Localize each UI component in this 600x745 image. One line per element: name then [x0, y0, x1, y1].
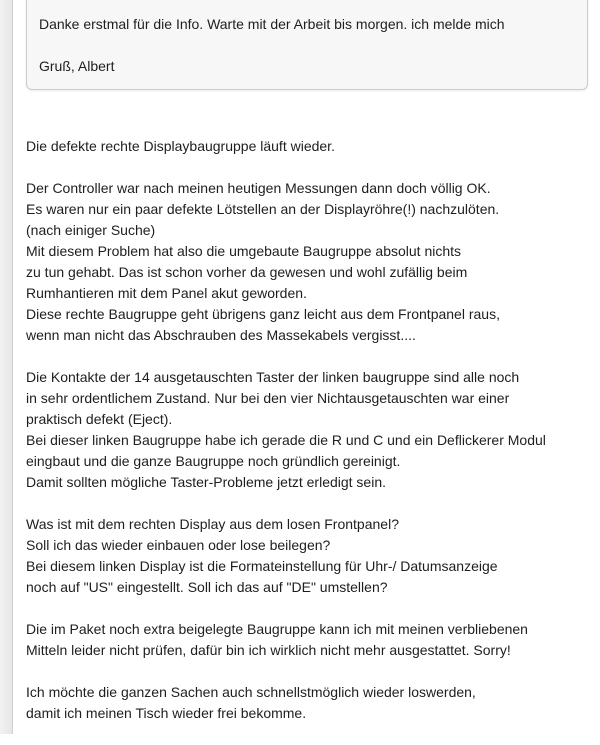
post-text-line: Es waren nur ein paar defekte Lötstellen an der Displayröhre(!) nachzulöten.	[26, 201, 500, 217]
post-text-line: Soll ich das wieder einbauen oder lose beilegen?	[26, 537, 331, 553]
post-text-line: zu tun gehabt. Das ist schon vorher da gewesen und wohl zufällig beim	[26, 264, 468, 280]
post-paragraph	[26, 178, 596, 346]
post-text-line: Diese rechte Baugruppe geht übrigens ganz leicht aus dem Frontpanel raus,	[26, 306, 500, 322]
post-text-line: Damit sollten mögliche Taster-Probleme jetzt erledigt sein.	[26, 474, 387, 490]
post-text-line: Die defekte rechte Displaybaugruppe läuft wieder.	[26, 138, 335, 154]
quote-text-line: Danke erstmal für die Info. Warte mit der Arbeit bis morgen. ich melde mich	[39, 16, 505, 32]
post-text-line: Die Kontakte der 14 ausgetauschten Taster der linken baugruppe sind alle noch	[26, 369, 520, 385]
post-paragraph	[26, 514, 596, 598]
post-text-line: Ich möchte die ganzen Sachen auch schnellstmöglich wieder loswerden,	[26, 684, 476, 700]
post-text-line: Was ist mit dem rechten Display aus dem losen Frontpanel?	[26, 516, 399, 532]
post-text-line: eingbaut und die ganze Baugruppe noch gründlich gereinigt.	[26, 453, 401, 469]
quoted-reply-box	[26, 0, 588, 90]
post-text-line: damit ich meinen Tisch wieder frei bekomme.	[26, 705, 307, 721]
post-text-line: Bei dieser linken Baugruppe habe ich gerade die R und C und ein Deflickerer Modul	[26, 432, 546, 448]
post-text-line: Die im Paket noch extra beigelegte Baugruppe kann ich mit meinen verbliebenen	[26, 621, 528, 637]
post-text-line: (nach einiger Suche)	[26, 222, 156, 238]
post-paragraph	[26, 367, 596, 493]
post-text-line: in sehr ordentlichem Zustand. Nur bei den vier Nichtausgetauschten war einer	[26, 390, 510, 406]
post-paragraph	[26, 619, 596, 661]
post-text-line: Der Controller war nach meinen heutigen Messungen dann doch völlig OK.	[26, 180, 491, 196]
quote-signature: Gruß, Albert	[39, 58, 115, 74]
left-gutter	[0, 0, 13, 734]
post-text-line: Bei diesem linken Display ist die Formateinstellung für Uhr-/ Datumsanzeige	[26, 558, 498, 574]
post-text-line: noch auf "US" eingestellt. Soll ich das auf "DE" umstellen?	[26, 579, 388, 595]
post-text-line: wenn man nicht das Abschrauben des Massekabels vergisst....	[26, 327, 416, 343]
post-text-line: praktisch defekt (Eject).	[26, 411, 173, 427]
post-paragraph	[26, 682, 596, 724]
post-text-line: Mitteln leider nicht prüfen, dafür bin ich wirklich nicht mehr ausgestattet. Sorry!	[26, 642, 511, 658]
post-body	[26, 136, 596, 745]
post-text-line: Rumhantieren mit dem Panel akut geworden.	[26, 285, 307, 301]
post-text-line: Mit diesem Problem hat also die umgebaute Baugruppe absolut nichts	[26, 243, 462, 259]
post-paragraph	[26, 136, 596, 157]
